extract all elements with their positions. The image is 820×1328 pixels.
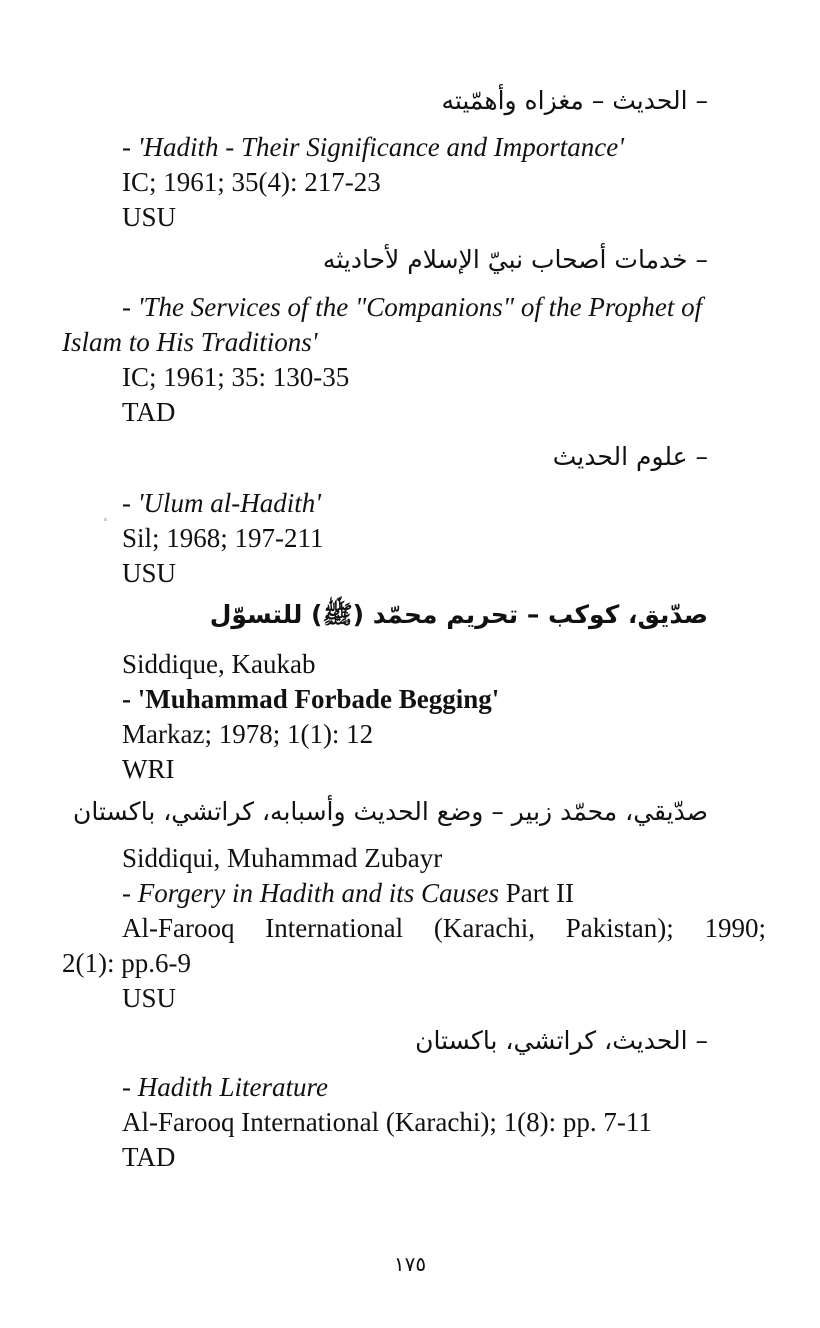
entry5-code: USU	[122, 983, 177, 1013]
entry5-source-line2: 2(1): pp.6-9	[62, 948, 191, 978]
entry5-title: - Forgery in Hadith and its Causes	[122, 878, 499, 908]
entry3-title: - 'Ulum al-Hadith'	[122, 488, 322, 518]
entry6-source: Al-Farooq International (Karachi); 1(8): pp. 7-11	[122, 1107, 652, 1137]
entry5-arabic-heading: صدّيقي، محمّد زبير – وضع الحديث وأسبابه، كراتشي، باكستان	[72, 797, 708, 826]
entry2-arabic-heading: – خدمات أصحاب نبيّ الإسلام لأحاديثه	[322, 245, 708, 274]
entry2-title-line1: - 'The Services of the "Companions" of the Prophet of	[122, 292, 703, 322]
entry5-source-line1: Al-Farooq International (Karachi, Pakistan); 1990;	[122, 913, 766, 943]
entry4-source: Markaz; 1978; 1(1): 12	[122, 719, 374, 749]
entry1-source: IC; 1961; 35(4): 217-23	[122, 167, 381, 197]
entry3-source: Sil; 1968; 197-211	[122, 523, 324, 553]
entry3-arabic-heading: – علوم الحديث	[552, 442, 708, 471]
entry4-arabic-heading: صدّيق، كوكب – تحريم محمّد (ﷺ) للتسوّل	[209, 600, 708, 629]
entry3-code: USU	[122, 558, 177, 588]
entry5-title-line	[122, 876, 574, 910]
entry5-title-suffix: Part II	[499, 878, 574, 908]
entry1-title: - 'Hadith - Their Significance and Importance'	[122, 132, 624, 162]
stray-mark	[104, 518, 107, 521]
entry4-title: - 'Muhammad Forbade Begging'	[122, 684, 500, 714]
entry4-author: Siddique, Kaukab	[122, 649, 316, 679]
entry4-code: WRI	[122, 754, 175, 784]
entry2-title-line2: Islam to His Traditions'	[62, 327, 318, 357]
entry5-author: Siddiqui, Muhammad Zubayr	[122, 843, 443, 873]
entry1-code: USU	[122, 202, 177, 232]
entry1-arabic-heading: – الحديث – مغزاه وأهمّيته	[441, 86, 708, 115]
page-number: ١٧٥	[393, 1252, 427, 1276]
entry6-code: TAD	[122, 1142, 176, 1172]
entry6-arabic-heading: – الحديث، كراتشي، باكستان	[415, 1026, 708, 1055]
entry2-source: IC; 1961; 35: 130-35	[122, 362, 350, 392]
entry6-title: - Hadith Literature	[122, 1072, 328, 1102]
entry2-code: TAD	[122, 397, 176, 427]
